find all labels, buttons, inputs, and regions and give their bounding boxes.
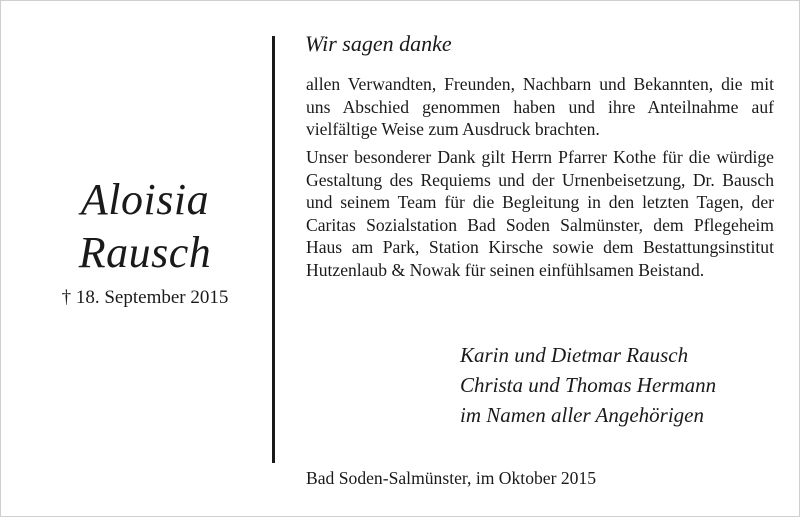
place-and-date: Bad Soden-Salmünster, im Oktober 2015 <box>306 468 597 488</box>
thanks-paragraph-2: Unser besonderer Dank gilt Herrn Pfarrer Kothe für die würdige Gestaltung des Requiems und der Urnenbeisetzung, Dr. Bausch und seinem Team für die Begleitung in den letzten Tagen, der Caritas Sozialstation Bad Soden Salmünster, dem Pflegeheim Haus am Park, Station Kirsche sowie dem Bestattungsinstitut Hutzenlaub & Nowak für seinen einfühlsamen Beistand. <box>306 147 774 280</box>
death-date: † 18. September 2015 <box>61 287 229 308</box>
deceased-last-name: Rausch <box>78 228 212 277</box>
deceased-panel <box>0 0 290 517</box>
signature-line-2: Christa und Thomas Hermann <box>460 373 717 397</box>
thanks-heading: Wir sagen danke <box>305 31 452 56</box>
thanks-paragraph-1: allen Verwandten, Freunden, Nachbarn und Bekannten, die mit uns Abschied genommen haben und ihre Anteilnahme auf vielfältige Weise zum Ausdruck brachten. <box>306 74 774 139</box>
signature-line-1: Karin und Dietmar Rausch <box>460 343 689 367</box>
vertical-divider <box>272 36 275 463</box>
signature-line-3: im Namen aller Angehörigen <box>460 403 705 427</box>
deceased-first-name: Aloisia <box>80 175 210 224</box>
